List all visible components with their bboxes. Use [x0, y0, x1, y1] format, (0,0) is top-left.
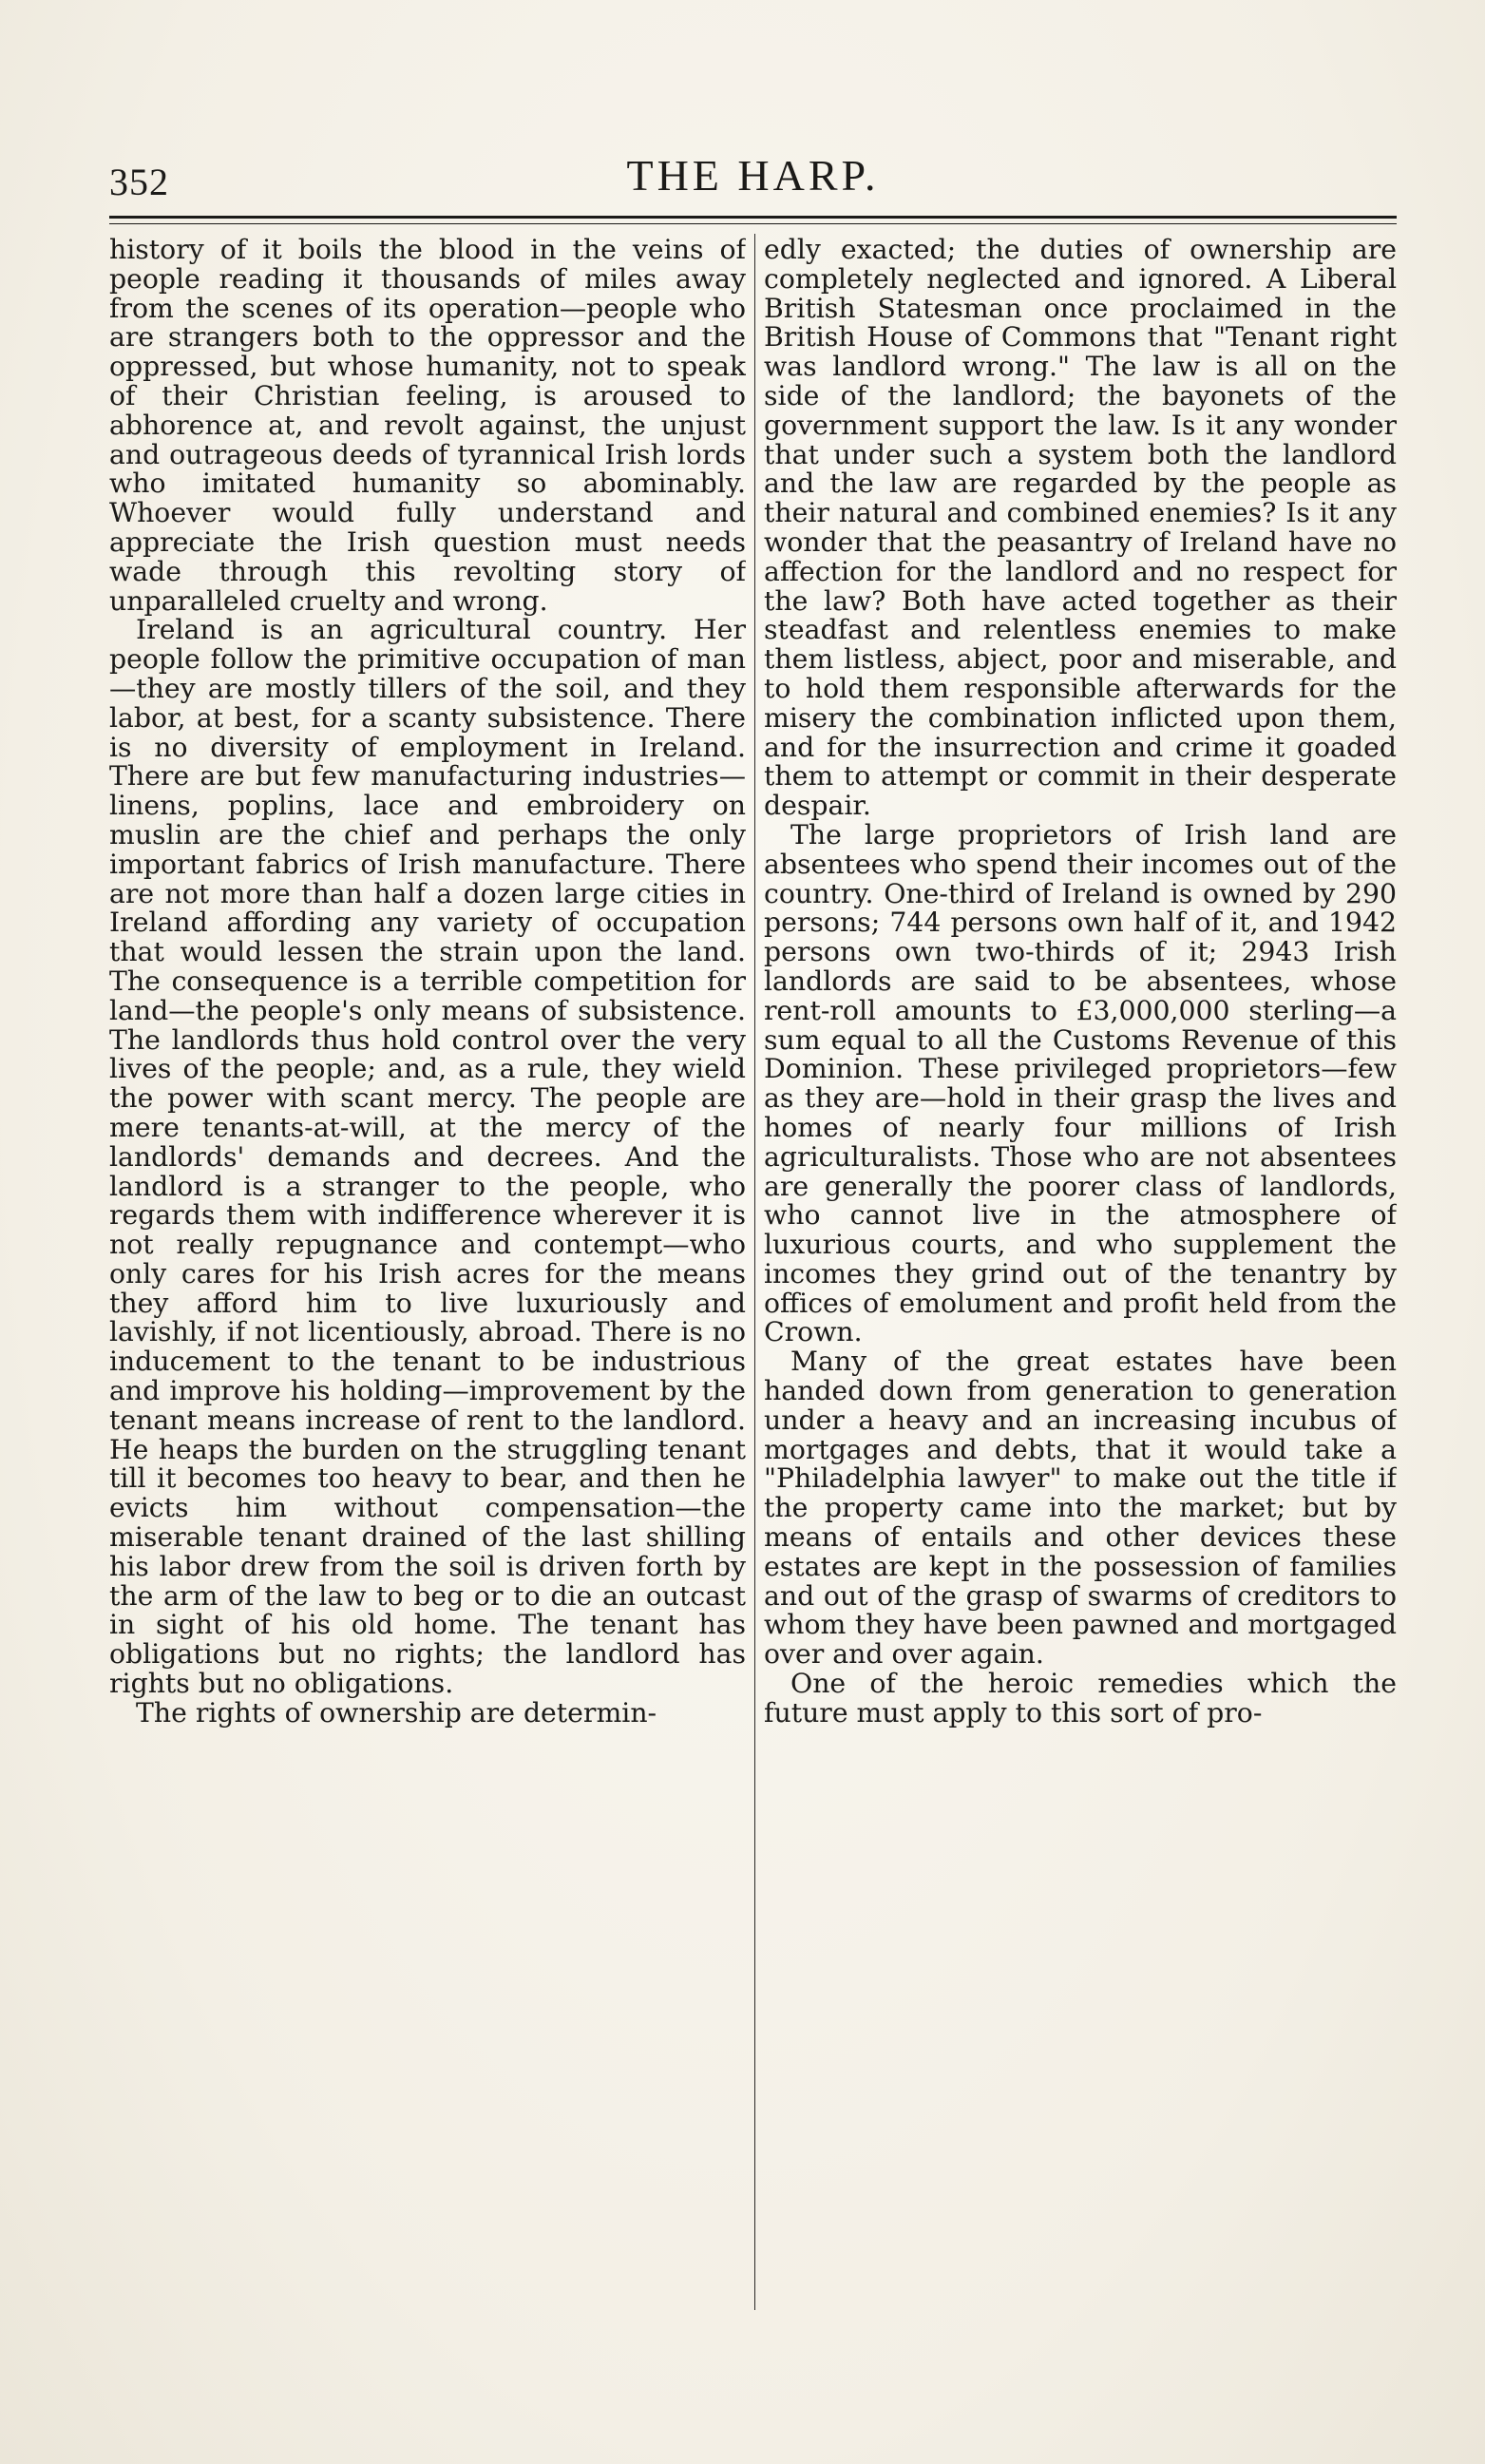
- paragraph-heroic-remedies: One of the heroic remedies which the future must apply to this sort of pro-: [764, 1668, 1397, 1729]
- paragraph-continued: history of it boils the blood in the veins of people reading it thousands of miles away from the scenes of its operation—people who are strangers both to the oppressor and the oppressed, but whose humanity, not to speak of their Christian feeling, is aroused to abhorence at, and revolt against, the unjust and outrageous deeds of tyrannical Irish lords who imitated humanity so abominably. Whoever would fully understand and appreciate the Irish question must needs wade through this revolting story of unparalleled cruelty and wrong.: [109, 236, 746, 617]
- paragraph-agricultural-country: Ireland is an agricultural country. Her people follow the primitive occupation of man—they are mostly tillers of the soil, and they labor, at best, for a scanty subsistence. There is no diversity of employment in Ireland. There are but few manufacturing industries—linens, poplins, lace and embroidery on muslin are the chief and perhaps the only important fabrics of Irish manufacture. There are not more than half a dozen large cities in Ireland affording any variety of occupation that would lessen the strain upon the land. The consequence is a terrible competition for land—the people's only means of subsistence. The landlords thus hold control over the very lives of the people; and, as a rule, they wield the power with scant mercy. The people are mere tenants-at-will, at the mercy of the landlords' demands and decrees. And the landlord is a stranger to the people, who regards them with indifference wherever it is not really repugnance and contempt—who only cares for his Irish acres for the means they afford him to live luxuriously and lavishly, if not licentiously, abroad. There is no inducement to the tenant to be industrious and improve his holding—improvement by the tenant means increase of rent to the landlord. He heaps the burden on the struggling tenant till it becomes too heavy to bear, and then he evicts him without compensation—the miserable tenant drained of the last shilling his labor drew from the soil is driven forth by the arm of the law to beg or to die an outcast in sight of his old home. The tenant has obligations but no rights; the landlord has rights but no obligations.: [109, 614, 746, 1700]
- running-title: THE HARP.: [626, 151, 880, 200]
- left-column: [109, 236, 746, 2312]
- paragraph-absentee-proprietors: The large proprietors of Irish land are absentees who spend their incomes out of the country. One-third of Ireland is owned by 290 persons; 744 persons own half of it, and 1942 persons own two-thirds of it; 2943 Irish landlords are said to be absentees, whose rent-roll amounts to £3,000,000 sterling—a sum equal to all the Customs Revenue of this Dominion. These privileged proprietors—few as they are—hold in their grasp the lives and homes of nearly four millions of Irish agriculturalists. Those who are not absentees are generally the poorer class of landlords, who cannot live in the atmosphere of luxurious courts, and who supplement the incomes they grind out of the tenantry by offices of emolument and profit held from the Crown.: [764, 818, 1397, 1348]
- header-rule-thick: [109, 216, 1397, 219]
- page-number: 352: [109, 161, 169, 203]
- column-divider: [754, 234, 755, 2310]
- paragraph-duties-of-ownership: edly exacted; the duties of ownership are completely neglected and ignored. A Liberal British Statesman once proclaimed in the British House of Commons that "Tenant right was landlord wrong." The law is all on the side of the landlord; the bayonets of the government support the law. Is it any wonder that under such a system both the landlord and the law are regarded by the people as their natural and combined enemies? Is it any wonder that the peasantry of Ireland have no affection for the landlord and no respect for the law? Both have acted together as their steadfast and relentless enemies to make them listless, abject, poor and miserable, and to hold them responsible afterwards for the misery the combination inflicted upon them, and for the insurrection and crime it goaded them to attempt or commit in their desperate despair.: [764, 236, 1397, 822]
- paragraph-great-estates: Many of the great estates have been handed down from generation to generation under a heavy and an increasing incubus of mortgages and debts, that it would take a "Philadelphia lawyer" to make out the title if the property came into the market; but by means of entails and other devices these estates are kept in the possession of families and out of the grasp of swarms of creditors to whom they have been pawned and mortgaged over and over again.: [764, 1346, 1397, 1671]
- page-header: [109, 143, 1397, 209]
- header-rule-thin: [109, 223, 1397, 224]
- paragraph-rights-of-ownership: The rights of ownership are determin-: [136, 1696, 657, 1729]
- right-column: [764, 236, 1397, 2312]
